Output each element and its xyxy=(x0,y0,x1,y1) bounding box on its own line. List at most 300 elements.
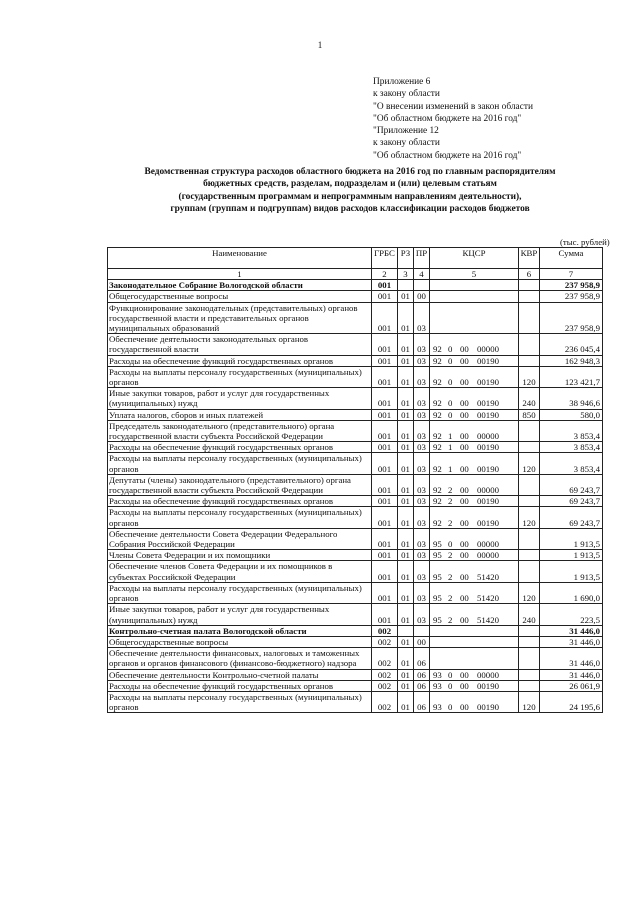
kcsr-event: 00 xyxy=(460,517,469,528)
row-pr: 03 xyxy=(414,409,430,420)
row-rz: 01 xyxy=(398,648,414,669)
row-sum: 69 243,7 xyxy=(540,474,603,495)
row-pr: 03 xyxy=(414,388,430,409)
kcsr-subprogram: 2 xyxy=(448,614,453,625)
row-pr: 03 xyxy=(414,507,430,528)
row-name: Обеспечение деятельности Контрольно-счетной палаты xyxy=(108,669,372,680)
row-rz: 01 xyxy=(398,409,414,420)
kcsr-event: 00 xyxy=(460,669,469,680)
row-pr: 03 xyxy=(414,453,430,474)
row-grbs: 001 xyxy=(372,420,398,441)
kcsr-program: 93 xyxy=(433,702,442,713)
kcsr-subprogram: 2 xyxy=(448,571,453,582)
row-grbs: 001 xyxy=(372,507,398,528)
kcsr-subprogram: 0 xyxy=(448,377,453,388)
table-row xyxy=(108,409,603,420)
row-name: Председатель законодательного (представительного) органа государственной власти субъекта Российской Федерации xyxy=(108,420,372,441)
table-row xyxy=(108,691,603,712)
page-number: 1 xyxy=(317,40,323,50)
row-pr: 03 xyxy=(414,582,430,603)
row-pr: 03 xyxy=(414,561,430,582)
row-kcsr xyxy=(430,453,519,474)
row-kvr xyxy=(519,280,540,291)
row-sum: 237 958,9 xyxy=(540,280,603,291)
title-line: (государственным программам и непрограммным направлениям деятельности), xyxy=(178,191,522,202)
row-kvr xyxy=(519,334,540,355)
row-name: Расходы на выплаты персоналу государственных (муниципальных) органов xyxy=(108,453,372,474)
row-grbs: 001 xyxy=(372,388,398,409)
kcsr-subprogram: 2 xyxy=(448,496,453,507)
table-row xyxy=(108,604,603,625)
row-grbs: 001 xyxy=(372,442,398,453)
row-kcsr xyxy=(430,409,519,420)
row-kcsr xyxy=(430,669,519,680)
appendix-line: "Об областном бюджете на 2016 год" xyxy=(373,113,522,124)
row-sum: 31 446,0 xyxy=(540,625,603,636)
row-rz: 01 xyxy=(398,680,414,691)
row-grbs: 002 xyxy=(372,669,398,680)
column-number-row xyxy=(108,269,603,280)
row-pr: 00 xyxy=(414,291,430,302)
row-kvr: 240 xyxy=(519,604,540,625)
row-kvr xyxy=(519,669,540,680)
row-kcsr xyxy=(430,604,519,625)
row-sum: 580,0 xyxy=(540,409,603,420)
title-line: группам (группам и подгруппам) видов расходов классификации расходов бюджетов xyxy=(170,203,530,214)
kcsr-program: 92 xyxy=(433,377,442,388)
row-pr: 03 xyxy=(414,550,430,561)
kcsr-program: 92 xyxy=(433,398,442,409)
row-kvr xyxy=(519,636,540,647)
row-rz: 01 xyxy=(398,507,414,528)
row-kcsr xyxy=(430,291,519,302)
row-kvr: 120 xyxy=(519,691,540,712)
row-sum: 38 946,6 xyxy=(540,388,603,409)
table-row xyxy=(108,582,603,603)
kcsr-event: 00 xyxy=(460,571,469,582)
kcsr-direction: 00190 xyxy=(477,442,499,453)
expenditure-table xyxy=(107,247,603,713)
kcsr-subprogram: 1 xyxy=(448,463,453,474)
row-pr: 03 xyxy=(414,604,430,625)
row-rz: 01 xyxy=(398,496,414,507)
kcsr-direction: 00190 xyxy=(477,680,499,691)
kcsr-subprogram: 0 xyxy=(448,680,453,691)
row-sum: 26 061,9 xyxy=(540,680,603,691)
row-grbs: 001 xyxy=(372,355,398,366)
kcsr-direction: 00190 xyxy=(477,702,499,713)
row-rz: 01 xyxy=(398,442,414,453)
kcsr-program: 95 xyxy=(433,539,442,550)
kcsr-event: 00 xyxy=(460,431,469,442)
kcsr-event: 00 xyxy=(460,485,469,496)
row-pr: 00 xyxy=(414,636,430,647)
row-kcsr xyxy=(430,680,519,691)
table-row xyxy=(108,291,603,302)
row-kcsr xyxy=(430,355,519,366)
row-kvr: 120 xyxy=(519,582,540,603)
row-rz: 01 xyxy=(398,388,414,409)
row-kvr xyxy=(519,528,540,549)
row-rz: 01 xyxy=(398,561,414,582)
row-rz xyxy=(398,280,414,291)
appendix-line: "О внесении изменений в закон области xyxy=(373,101,533,112)
row-pr: 03 xyxy=(414,528,430,549)
row-kcsr xyxy=(430,496,519,507)
row-pr: 03 xyxy=(414,442,430,453)
row-pr: 03 xyxy=(414,420,430,441)
table-row xyxy=(108,388,603,409)
kcsr-program: 93 xyxy=(433,669,442,680)
row-kcsr xyxy=(430,528,519,549)
kcsr-direction: 00000 xyxy=(477,485,499,496)
row-pr: 03 xyxy=(414,366,430,387)
col-number: 3 xyxy=(398,269,414,280)
col-header-grbs: ГРБС xyxy=(372,248,398,269)
table-row xyxy=(108,528,603,549)
table-row xyxy=(108,496,603,507)
row-name: Законодательное Собрание Вологодской области xyxy=(108,280,372,291)
kcsr-subprogram: 2 xyxy=(448,550,453,561)
col-number: 6 xyxy=(519,269,540,280)
row-sum: 1 690,0 xyxy=(540,582,603,603)
kcsr-direction: 00190 xyxy=(477,517,499,528)
row-rz: 01 xyxy=(398,550,414,561)
table-row xyxy=(108,355,603,366)
row-kcsr xyxy=(430,636,519,647)
row-kvr xyxy=(519,648,540,669)
kcsr-subprogram: 0 xyxy=(448,398,453,409)
row-pr: 06 xyxy=(414,680,430,691)
row-rz: 01 xyxy=(398,582,414,603)
row-kcsr xyxy=(430,442,519,453)
kcsr-subprogram: 0 xyxy=(448,344,453,355)
table-header-row xyxy=(108,248,603,269)
table-row xyxy=(108,648,603,669)
table-row xyxy=(108,550,603,561)
row-rz: 01 xyxy=(398,528,414,549)
row-name: Расходы на обеспечение функций государственных органов xyxy=(108,442,372,453)
row-rz: 01 xyxy=(398,355,414,366)
appendix-note xyxy=(373,76,533,162)
row-kvr xyxy=(519,550,540,561)
col-number: 5 xyxy=(430,269,519,280)
row-kcsr xyxy=(430,420,519,441)
row-kvr xyxy=(519,420,540,441)
row-pr: 03 xyxy=(414,496,430,507)
table-row xyxy=(108,636,603,647)
kcsr-program: 92 xyxy=(433,409,442,420)
row-kcsr xyxy=(430,582,519,603)
row-pr: 03 xyxy=(414,474,430,495)
kcsr-program: 92 xyxy=(433,463,442,474)
table-row xyxy=(108,669,603,680)
kcsr-program: 92 xyxy=(433,344,442,355)
kcsr-direction: 00000 xyxy=(477,550,499,561)
row-name: Общегосударственные вопросы xyxy=(108,291,372,302)
row-sum: 69 243,7 xyxy=(540,496,603,507)
appendix-line: "Приложение 12 xyxy=(373,126,439,137)
kcsr-subprogram: 0 xyxy=(448,669,453,680)
row-kvr xyxy=(519,302,540,334)
row-kvr: 240 xyxy=(519,388,540,409)
appendix-line: к закону области xyxy=(373,138,440,149)
kcsr-event: 00 xyxy=(460,409,469,420)
kcsr-event: 00 xyxy=(460,355,469,366)
kcsr-subprogram: 2 xyxy=(448,517,453,528)
kcsr-direction: 00000 xyxy=(477,344,499,355)
kcsr-subprogram: 1 xyxy=(448,431,453,442)
row-name: Обеспечение деятельности финансовых, налоговых и таможенных органов и органов финансового (финансово-бюджетного) надзора xyxy=(108,648,372,669)
row-kcsr xyxy=(430,366,519,387)
row-kcsr xyxy=(430,280,519,291)
row-rz xyxy=(398,625,414,636)
table-row xyxy=(108,334,603,355)
table-row xyxy=(108,507,603,528)
kcsr-event: 00 xyxy=(460,442,469,453)
kcsr-event: 00 xyxy=(460,539,469,550)
row-sum: 123 421,7 xyxy=(540,366,603,387)
row-grbs: 001 xyxy=(372,528,398,549)
table-row xyxy=(108,420,603,441)
kcsr-program: 95 xyxy=(433,593,442,604)
kcsr-direction: 00190 xyxy=(477,355,499,366)
kcsr-program: 92 xyxy=(433,485,442,496)
row-rz: 01 xyxy=(398,691,414,712)
row-grbs: 001 xyxy=(372,474,398,495)
table-row xyxy=(108,625,603,636)
row-grbs: 001 xyxy=(372,334,398,355)
kcsr-event: 00 xyxy=(460,377,469,388)
row-name: Расходы на обеспечение функций государственных органов xyxy=(108,496,372,507)
col-header-name: Наименование xyxy=(108,248,372,269)
row-name: Обеспечение членов Совета Федерации и их помощников в субъектах Российской Федерации xyxy=(108,561,372,582)
row-name: Расходы на выплаты персоналу государственных (муниципальных) органов xyxy=(108,691,372,712)
row-grbs: 002 xyxy=(372,680,398,691)
kcsr-subprogram: 1 xyxy=(448,442,453,453)
row-grbs: 001 xyxy=(372,302,398,334)
row-name: Контрольно-счетная палата Вологодской области xyxy=(108,625,372,636)
row-name: Общегосударственные вопросы xyxy=(108,636,372,647)
row-grbs: 001 xyxy=(372,280,398,291)
col-header-sum: Сумма xyxy=(540,248,603,269)
row-name: Иные закупки товаров, работ и услуг для государственных (муниципальных) нужд xyxy=(108,604,372,625)
kcsr-event: 00 xyxy=(460,344,469,355)
kcsr-program: 95 xyxy=(433,571,442,582)
col-number: 1 xyxy=(108,269,372,280)
title-line: Ведомственная структура расходов областного бюджета на 2016 год по главным распорядителям xyxy=(144,167,556,177)
kcsr-subprogram: 0 xyxy=(448,702,453,713)
row-name: Обеспечение деятельности Совета Федерации Федерального Собрания Российской Федерации xyxy=(108,528,372,549)
kcsr-event: 00 xyxy=(460,680,469,691)
row-rz: 01 xyxy=(398,366,414,387)
col-number: 4 xyxy=(414,269,430,280)
row-rz: 01 xyxy=(398,604,414,625)
row-kvr xyxy=(519,680,540,691)
col-header-pr: ПР xyxy=(414,248,430,269)
row-kcsr xyxy=(430,561,519,582)
col-header-kcsr: КЦСР xyxy=(430,248,519,269)
row-grbs: 001 xyxy=(372,496,398,507)
kcsr-direction: 00190 xyxy=(477,463,499,474)
col-header-rz: РЗ xyxy=(398,248,414,269)
row-sum: 31 446,0 xyxy=(540,648,603,669)
appendix-line: "Об областном бюджете на 2016 год" xyxy=(373,150,522,161)
row-grbs: 001 xyxy=(372,409,398,420)
table-row xyxy=(108,453,603,474)
row-name: Обеспечение деятельности законодательных органов государственной власти xyxy=(108,334,372,355)
kcsr-program: 92 xyxy=(433,442,442,453)
appendix-line: Приложение 6 xyxy=(373,77,431,87)
row-sum: 162 948,3 xyxy=(540,355,603,366)
row-pr: 03 xyxy=(414,355,430,366)
row-name: Иные закупки товаров, работ и услуг для государственных (муниципальных) нужд xyxy=(108,388,372,409)
row-rz: 01 xyxy=(398,669,414,680)
col-number: 7 xyxy=(540,269,603,280)
col-header-kvr: КВР xyxy=(519,248,540,269)
row-name: Расходы на выплаты персоналу государственных (муниципальных) органов xyxy=(108,366,372,387)
kcsr-program: 95 xyxy=(433,614,442,625)
row-kcsr xyxy=(430,474,519,495)
table-row xyxy=(108,680,603,691)
kcsr-program: 93 xyxy=(433,680,442,691)
row-grbs: 001 xyxy=(372,604,398,625)
row-pr xyxy=(414,280,430,291)
row-pr: 06 xyxy=(414,648,430,669)
row-kcsr xyxy=(430,302,519,334)
row-sum: 223,5 xyxy=(540,604,603,625)
row-sum: 1 913,5 xyxy=(540,528,603,549)
row-grbs: 002 xyxy=(372,625,398,636)
row-name: Депутаты (члены) законодательного (представительного) органа государственной власти субъекта Российской Федерации xyxy=(108,474,372,495)
row-sum: 31 446,0 xyxy=(540,636,603,647)
document-title xyxy=(60,166,640,215)
col-number: 2 xyxy=(372,269,398,280)
row-rz: 01 xyxy=(398,474,414,495)
row-pr: 06 xyxy=(414,691,430,712)
row-sum: 3 853,4 xyxy=(540,420,603,441)
row-name: Члены Совета Федерации и их помощники xyxy=(108,550,372,561)
kcsr-subprogram: 0 xyxy=(448,355,453,366)
kcsr-program: 92 xyxy=(433,496,442,507)
row-sum: 69 243,7 xyxy=(540,507,603,528)
kcsr-event: 00 xyxy=(460,593,469,604)
row-name: Расходы на обеспечение функций государственных органов xyxy=(108,680,372,691)
row-grbs: 002 xyxy=(372,648,398,669)
appendix-line: к закону области xyxy=(373,89,440,100)
row-sum: 237 958,9 xyxy=(540,291,603,302)
kcsr-event: 00 xyxy=(460,550,469,561)
row-rz: 01 xyxy=(398,334,414,355)
kcsr-subprogram: 2 xyxy=(448,593,453,604)
kcsr-event: 00 xyxy=(460,463,469,474)
table-row xyxy=(108,474,603,495)
row-kcsr xyxy=(430,334,519,355)
row-pr: 06 xyxy=(414,669,430,680)
kcsr-direction: 51420 xyxy=(477,571,499,582)
title-line: бюджетных средств, разделам, подразделам и (или) целевым статьям xyxy=(203,179,497,190)
row-sum: 3 853,4 xyxy=(540,453,603,474)
row-kvr xyxy=(519,496,540,507)
kcsr-direction: 51420 xyxy=(477,614,499,625)
row-name: Расходы на выплаты персоналу государственных (муниципальных) органов xyxy=(108,582,372,603)
row-kcsr xyxy=(430,388,519,409)
row-grbs: 001 xyxy=(372,550,398,561)
row-kvr xyxy=(519,355,540,366)
row-kvr xyxy=(519,474,540,495)
kcsr-event: 00 xyxy=(460,398,469,409)
row-grbs: 001 xyxy=(372,561,398,582)
kcsr-direction: 00190 xyxy=(477,409,499,420)
row-rz: 01 xyxy=(398,302,414,334)
row-kvr xyxy=(519,625,540,636)
row-kvr xyxy=(519,291,540,302)
row-kcsr xyxy=(430,507,519,528)
row-sum: 1 913,5 xyxy=(540,550,603,561)
kcsr-event: 00 xyxy=(460,614,469,625)
row-kvr: 120 xyxy=(519,453,540,474)
row-kcsr xyxy=(430,550,519,561)
row-sum: 31 446,0 xyxy=(540,669,603,680)
row-name: Уплата налогов, сборов и иных платежей xyxy=(108,409,372,420)
kcsr-direction: 00000 xyxy=(477,431,499,442)
row-grbs: 002 xyxy=(372,636,398,647)
table-row xyxy=(108,280,603,291)
kcsr-program: 92 xyxy=(433,431,442,442)
row-pr xyxy=(414,625,430,636)
row-kcsr xyxy=(430,691,519,712)
row-kvr: 850 xyxy=(519,409,540,420)
kcsr-event: 00 xyxy=(460,702,469,713)
kcsr-direction: 51420 xyxy=(477,593,499,604)
kcsr-program: 95 xyxy=(433,550,442,561)
row-kcsr xyxy=(430,625,519,636)
row-rz: 01 xyxy=(398,453,414,474)
row-pr: 03 xyxy=(414,302,430,334)
row-kvr xyxy=(519,561,540,582)
row-sum: 3 853,4 xyxy=(540,442,603,453)
row-pr: 03 xyxy=(414,334,430,355)
row-kvr: 120 xyxy=(519,366,540,387)
row-grbs: 001 xyxy=(372,366,398,387)
kcsr-event: 00 xyxy=(460,496,469,507)
kcsr-direction: 00190 xyxy=(477,398,499,409)
row-grbs: 001 xyxy=(372,291,398,302)
table-row xyxy=(108,366,603,387)
kcsr-direction: 00190 xyxy=(477,496,499,507)
row-sum: 24 195,6 xyxy=(540,691,603,712)
kcsr-subprogram: 2 xyxy=(448,485,453,496)
table-row xyxy=(108,442,603,453)
kcsr-subprogram: 0 xyxy=(448,539,453,550)
row-kcsr xyxy=(430,648,519,669)
kcsr-subprogram: 0 xyxy=(448,409,453,420)
row-sum: 1 913,5 xyxy=(540,561,603,582)
table-row xyxy=(108,561,603,582)
kcsr-program: 92 xyxy=(433,517,442,528)
kcsr-direction: 00000 xyxy=(477,539,499,550)
table-row xyxy=(108,302,603,334)
row-kvr: 120 xyxy=(519,507,540,528)
row-kvr xyxy=(519,442,540,453)
row-grbs: 001 xyxy=(372,582,398,603)
row-grbs: 001 xyxy=(372,453,398,474)
kcsr-direction: 00190 xyxy=(477,377,499,388)
table-body xyxy=(108,280,603,713)
row-rz: 01 xyxy=(398,291,414,302)
row-name: Расходы на обеспечение функций государственных органов xyxy=(108,355,372,366)
row-rz: 01 xyxy=(398,636,414,647)
